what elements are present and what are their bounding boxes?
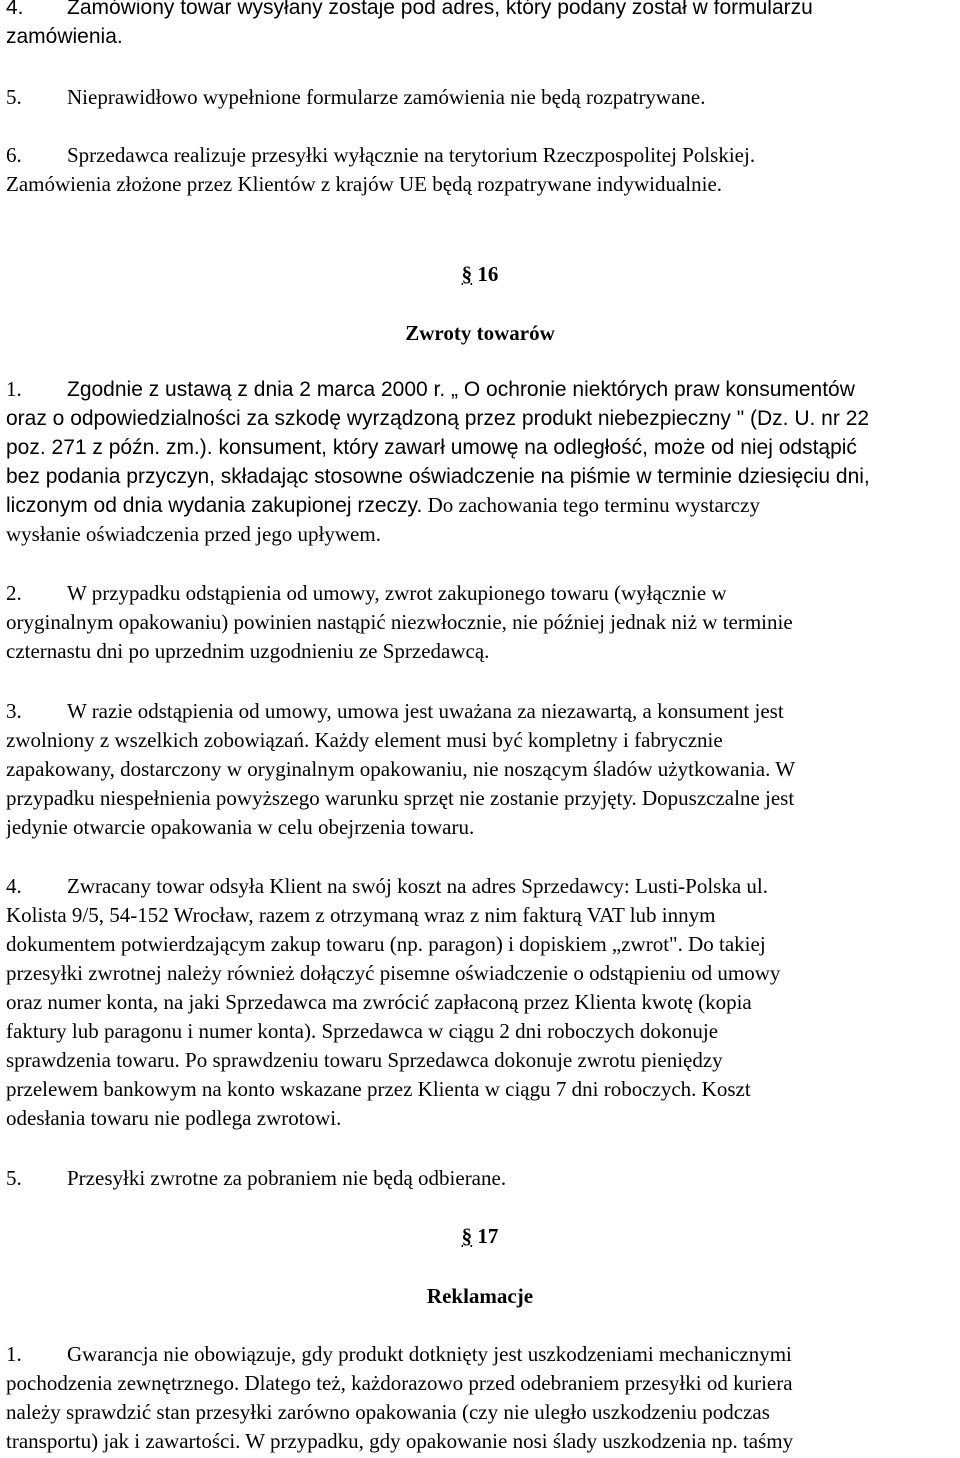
- item-number: 4.: [6, 0, 24, 19]
- section-16-title: Zwroty towarów: [405, 321, 555, 345]
- item-number: 5.: [6, 85, 22, 109]
- s16-item-3: 3. W razie odstąpienia od umowy, umowa jest uważana za niezawartą, a konsument jest zwolniony z wszelkich zobowiązań. Każdy element musi być kompletny i fabrycznie zapakowany, dostarczony w oryginalnym opakowaniu, nie noszącym śladów użytkowania. W przypadku niespełnienia powyższego warunku sprzęt nie zostanie przyjęty. Dopuszczalne jest jedynie otwarcie opakowania w celu obejrzenia towaru.: [6, 699, 796, 839]
- item-number: 2.: [6, 581, 22, 605]
- item-number: 3.: [6, 699, 22, 723]
- s16-item-2: 2. W przypadku odstąpienia od umowy, zwrot zakupionego towaru (wyłącznie w oryginalnym opakowaniu) powinien nastąpić niezwłocznie, nie później jednak niż w terminie czternastu dni po uprzednim uzgodnieniu ze Sprzedawcą.: [6, 581, 793, 663]
- s16-item-1: 1. Zgodnie z ustawą z dnia 2 marca 2000 r. „ O ochronie niektórych praw konsumentów oraz o odpowiedzialności za szkodę wyrządzoną przez produkt niebezpieczny " (Dz. U. nr 22 poz. 271 z późn. zm.). konsument, który zawarł umowę na odległość, może od niej odstąpić bez podania przyczyn, składając stosowne oświadczenie na piśmie w terminie dziesięciu dni, liczonym od dnia wydania zakupionej rzeczy. Do zachowania tego terminu wystarczy wysłanie oświadczenia przed jego upływem.: [6, 377, 870, 546]
- item-number: 6.: [6, 143, 22, 167]
- section-17-number: § 17: [461, 1224, 499, 1248]
- s17-item-1: 1. Gwarancja nie obowiązuje, gdy produkt dotknięty jest uszkodzeniami mechanicznymi pochodzenia zewnętrznego. Dlatego też, każdorazowo przed odebraniem przesyłki od kuriera należy sprawdzić stan przesyłki zarówno opakowania (czy nie uległo uszkodzeniu podczas transportu) jak i zawartości. W przypadku, gdy opakowanie nosi ślady uszkodzenia np. taśmy: [6, 1342, 794, 1453]
- s16-item-4: 4. Zwracany towar odsyła Klient na swój koszt na adres Sprzedawcy: Lusti-Polska ul. Kolista 9/5, 54-152 Wrocław, razem z otrzymaną wraz z nim fakturą VAT lub innym dokumentem potwierdzającym zakup towaru (np. paragon) i dopiskiem „zwrot". Do takiej przesyłki zwrotnej należy również dołączyć pisemne oświadczenie o odstąpieniu od umowy oraz numer konta, na jaki Sprzedawca ma zwrócić zapłaconą przez Klienta kwotę (kopia faktury lub paragonu i numer konta). Sprzedawca w ciągu 2 dni roboczych dokonuje sprawdzenia towaru. Po sprawdzeniu towaru Sprzedawca dokonuje zwrotu pieniędzy przelewem bankowym na konto wskazane przez Klienta w ciągu 7 dni roboczych. Koszt odesłania towaru nie podlega zwrotowi.: [6, 874, 781, 1130]
- item-number: 1.: [6, 1342, 22, 1366]
- s16-item-5: 5. Przesyłki zwrotne za pobraniem nie będą odbierane.: [6, 1164, 954, 1193]
- section-16-number: § 16: [461, 262, 499, 286]
- s15-item-4: 4. Zamówiony towar wysyłany zostaje pod adres, który podany został w formularzu zamówienia.: [6, 0, 954, 51]
- item-number: 1.: [6, 377, 22, 401]
- s15-item-6: 6. Sprzedawca realizuje przesyłki wyłącznie na terytorium Rzeczpospolitej Polskiej. Zamówienia złożone przez Klientów z krajów UE będą rozpatrywane indywidualnie.: [6, 143, 756, 196]
- section-17-title: Reklamacje: [426, 1284, 534, 1308]
- paragraph-symbol: §: [461, 1224, 473, 1248]
- s15-item-5: 5. Nieprawidłowo wypełnione formularze zamówienia nie będą rozpatrywane.: [6, 83, 954, 112]
- item-number: 5.: [6, 1166, 22, 1190]
- item-number: 4.: [6, 874, 22, 898]
- paragraph-symbol: §: [461, 262, 473, 286]
